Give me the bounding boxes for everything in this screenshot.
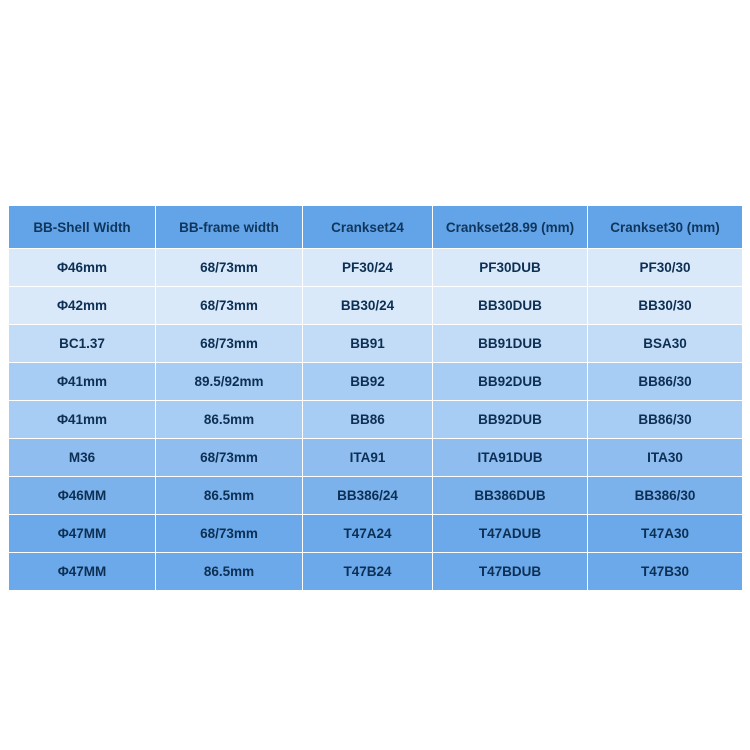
cell-bb-frame-width: 68/73mm <box>156 515 303 553</box>
cell-bb-shell-width: Φ42mm <box>9 287 156 325</box>
cell-crankset2899: BB30DUB <box>433 287 588 325</box>
table-row <box>9 477 743 515</box>
cell-crankset30: BB30/30 <box>588 287 743 325</box>
bottom-bracket-compatibility-table-wrapper <box>8 205 742 591</box>
table-body <box>9 249 743 591</box>
cell-crankset30: PF30/30 <box>588 249 743 287</box>
table-row <box>9 287 743 325</box>
table-row <box>9 553 743 591</box>
cell-bb-shell-width: Φ47MM <box>9 553 156 591</box>
table-row <box>9 515 743 553</box>
cell-bb-frame-width: 68/73mm <box>156 325 303 363</box>
cell-crankset24: BB92 <box>303 363 433 401</box>
cell-bb-frame-width: 68/73mm <box>156 439 303 477</box>
table-header-row <box>9 206 743 249</box>
cell-bb-frame-width: 86.5mm <box>156 553 303 591</box>
cell-bb-frame-width: 86.5mm <box>156 401 303 439</box>
cell-crankset2899: ITA91DUB <box>433 439 588 477</box>
cell-bb-frame-width: 68/73mm <box>156 249 303 287</box>
cell-bb-shell-width: Φ41mm <box>9 363 156 401</box>
cell-bb-shell-width: BC1.37 <box>9 325 156 363</box>
cell-crankset30: BSA30 <box>588 325 743 363</box>
cell-bb-shell-width: Φ46MM <box>9 477 156 515</box>
table-row <box>9 325 743 363</box>
cell-crankset2899: BB386DUB <box>433 477 588 515</box>
cell-crankset2899: BB91DUB <box>433 325 588 363</box>
column-header-bb-shell-width: BB-Shell Width <box>9 206 156 249</box>
cell-crankset24: T47B24 <box>303 553 433 591</box>
cell-crankset24: T47A24 <box>303 515 433 553</box>
column-header-crankset30: Crankset30 (mm) <box>588 206 743 249</box>
cell-crankset24: BB91 <box>303 325 433 363</box>
cell-bb-shell-width: Φ41mm <box>9 401 156 439</box>
cell-bb-shell-width: Φ46mm <box>9 249 156 287</box>
cell-crankset2899: PF30DUB <box>433 249 588 287</box>
cell-crankset2899: T47BDUB <box>433 553 588 591</box>
cell-crankset2899: T47ADUB <box>433 515 588 553</box>
table-row <box>9 439 743 477</box>
cell-bb-shell-width: M36 <box>9 439 156 477</box>
cell-bb-frame-width: 89.5/92mm <box>156 363 303 401</box>
cell-crankset24: BB30/24 <box>303 287 433 325</box>
bottom-bracket-compatibility-table <box>8 205 743 591</box>
cell-crankset30: T47A30 <box>588 515 743 553</box>
table-row <box>9 249 743 287</box>
table-row <box>9 363 743 401</box>
cell-crankset2899: BB92DUB <box>433 363 588 401</box>
cell-bb-shell-width: Φ47MM <box>9 515 156 553</box>
cell-crankset24: PF30/24 <box>303 249 433 287</box>
column-header-crankset2899: Crankset28.99 (mm) <box>433 206 588 249</box>
cell-crankset24: ITA91 <box>303 439 433 477</box>
cell-crankset2899: BB92DUB <box>433 401 588 439</box>
cell-crankset24: BB386/24 <box>303 477 433 515</box>
cell-crankset30: T47B30 <box>588 553 743 591</box>
cell-bb-frame-width: 68/73mm <box>156 287 303 325</box>
cell-crankset30: ITA30 <box>588 439 743 477</box>
cell-crankset30: BB86/30 <box>588 363 743 401</box>
column-header-crankset24: Crankset24 <box>303 206 433 249</box>
column-header-bb-frame-width: BB-frame width <box>156 206 303 249</box>
table-header <box>9 206 743 249</box>
table-row <box>9 401 743 439</box>
cell-crankset30: BB386/30 <box>588 477 743 515</box>
cell-crankset30: BB86/30 <box>588 401 743 439</box>
cell-crankset24: BB86 <box>303 401 433 439</box>
cell-bb-frame-width: 86.5mm <box>156 477 303 515</box>
